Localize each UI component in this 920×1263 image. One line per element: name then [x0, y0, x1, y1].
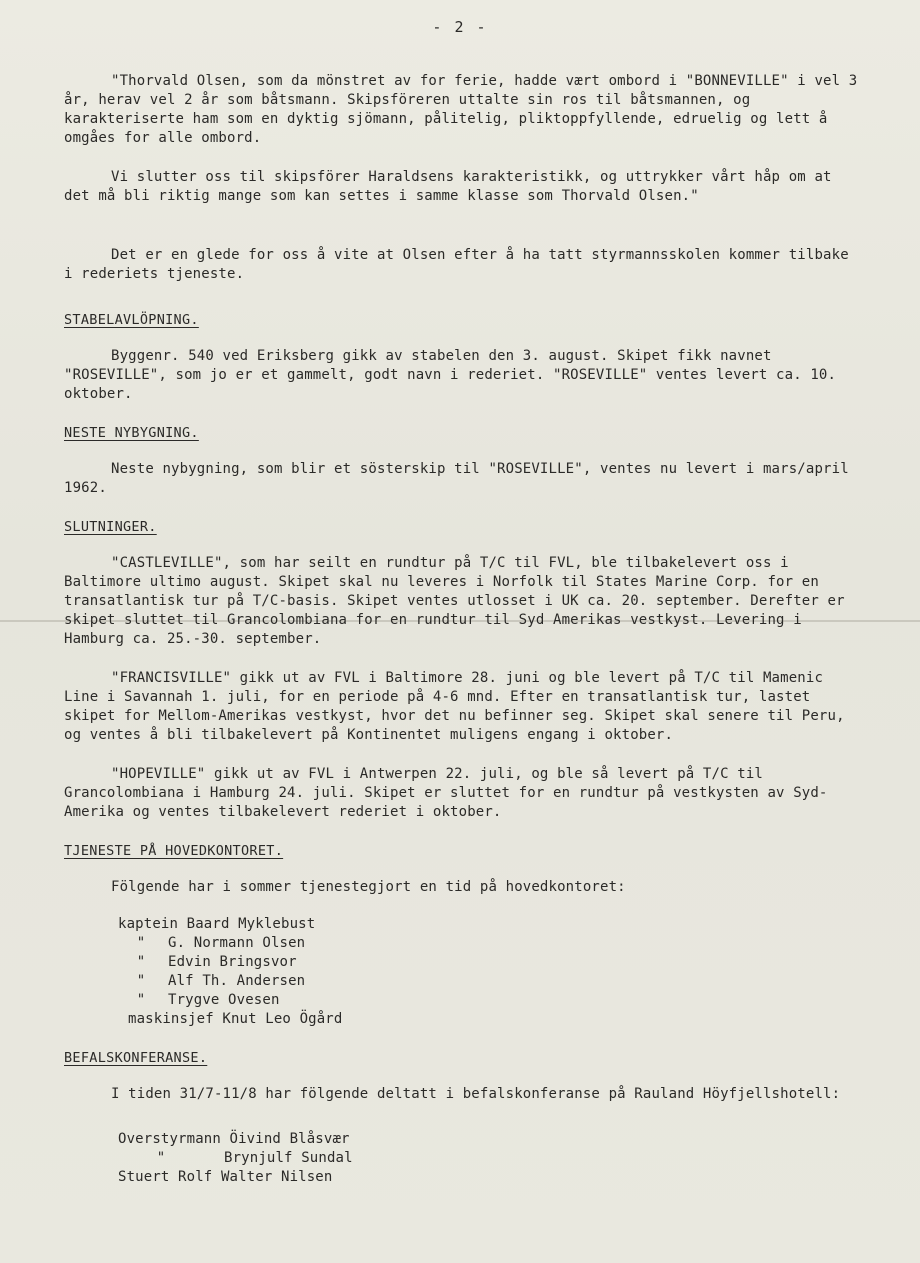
francisville-paragraph: "FRANCISVILLE" gikk ut av FVL i Baltimore 28. juni og ble levert på T/C til Mamenic Line i Savannah 1. juli, for en periode på 4-6 mnd. Efter en transatlantisk tur, lastet skipet for Mellom-Amerikas vestkyst, hvor det nu befinner seg. Skipet skal senere til Peru, og ventes å bli tilbakelevert på Kontinentet muligens engang i oktober. [64, 670, 854, 743]
document-body [64, 72, 864, 1187]
list-item [118, 915, 864, 934]
section-neste-nybygning [64, 424, 864, 498]
hopeville-paragraph: "HOPEVILLE" gikk ut av FVL i Antwerpen 22. juli, og ble så levert på T/C til Grancolombiana i Hamburg 24. juli. Skipet er sluttet for en rundtur på vestkysten av Syd-Amerika og ventes tilbakelevert rederiet i oktober. [64, 766, 828, 820]
list-item-text: Stuert Rolf Walter Nilsen [118, 1169, 333, 1185]
castleville-paragraph: "CASTLEVILLE", som har seilt en rundtur på T/C til FVL, ble tilbakelevert oss i Baltimore ultimo august. Skipet skal nu leveres i Norfolk til States Marine Corp. for en transatlantisk tur på T/C-basis. Skipet ventes utlosset i UK ca. 20. september. Derefter er skipet sluttet til Grancolombiana for en rundtur til Syd Amerikas vestkyst. Levering i Hamburg ca. 25.-30. september. [64, 555, 854, 647]
ditto-mark: " [136, 954, 146, 970]
staff-list [118, 915, 864, 1029]
section-befalskonferanse [64, 1049, 864, 1187]
list-item-text: Trygve Ovesen [168, 992, 280, 1008]
list-item-text: Overstyrmann Öivind Blåsvær [118, 1131, 350, 1147]
list-item [118, 934, 864, 953]
ditto-mark: " [136, 935, 146, 951]
list-item [118, 1130, 864, 1149]
quote-paragraph-2: Vi slutter oss til skipsförer Haraldsens karakteristikk, og uttrykker vårt håp om at det må bli riktig mange som kan settes i samme klasse som Thorvald Olsen." [64, 169, 841, 204]
attendee-list [118, 1130, 864, 1187]
section-heading: STABELAVLÖPNING. [64, 312, 199, 328]
section-tjeneste [64, 842, 864, 1029]
list-item [118, 991, 864, 1010]
paragraph-olsen-return: Det er en glede for oss å vite at Olsen efter å ha tatt styrmannsskolen kommer tilbake i rederiets tjeneste. [64, 247, 858, 282]
section-heading: BEFALSKONFERANSE. [64, 1050, 208, 1066]
page-number: - 2 - [432, 18, 488, 36]
list-item [118, 972, 864, 991]
section-heading: SLUTNINGER. [64, 519, 157, 535]
section-text: Neste nybygning, som blir et sösterskip til "ROSEVILLE", ventes nu levert i mars/april 1962. [64, 461, 858, 496]
list-item-text: maskinsjef Knut Leo Ögård [128, 1011, 343, 1027]
list-item [128, 1010, 864, 1029]
list-item-text: Edvin Bringsvor [168, 954, 297, 970]
quote-paragraph-1: "Thorvald Olsen, som da mönstret av for ferie, hadde vært ombord i "BONNEVILLE" i vel 3 år, herav vel 2 år som båtsmann. Skipsföreren uttalte sin ros til båtsmannen, og karakteriserte ham som en dyktig sjömann, pålitelig, pliktoppfyllende, edruelig og lett å omgåes for alle ombord. [64, 73, 866, 146]
section-text: Fölgende har i sommer tjenestegjort en tid på hovedkontoret: [111, 879, 626, 895]
section-stabelavlopning [64, 311, 864, 404]
list-item-text: Alf Th. Andersen [168, 973, 306, 989]
ditto-mark: " [156, 1150, 166, 1166]
section-heading: NESTE NYBYGNING. [64, 425, 199, 441]
section-slutninger [64, 518, 864, 822]
section-text: I tiden 31/7-11/8 har fölgende deltatt i befalskonferanse på Rauland Höyfjellshotell: [111, 1086, 841, 1102]
list-item-text: kaptein Baard Myklebust [118, 916, 316, 932]
ditto-mark: " [136, 973, 146, 989]
section-heading: TJENESTE PÅ HOVEDKONTORET. [64, 843, 284, 859]
list-item [118, 953, 864, 972]
list-item-text: Brynjulf Sundal [224, 1150, 353, 1166]
list-item [118, 1168, 864, 1187]
list-item [118, 1149, 864, 1168]
ditto-mark: " [136, 992, 146, 1008]
section-text: Byggenr. 540 ved Eriksberg gikk av stabelen den 3. august. Skipet fikk navnet "ROSEVILLE", som jo er et gammelt, godt navn i rederiet. "ROSEVILLE" ventes levert ca. 10. oktober. [64, 348, 845, 402]
list-item-text: G. Normann Olsen [168, 935, 306, 951]
